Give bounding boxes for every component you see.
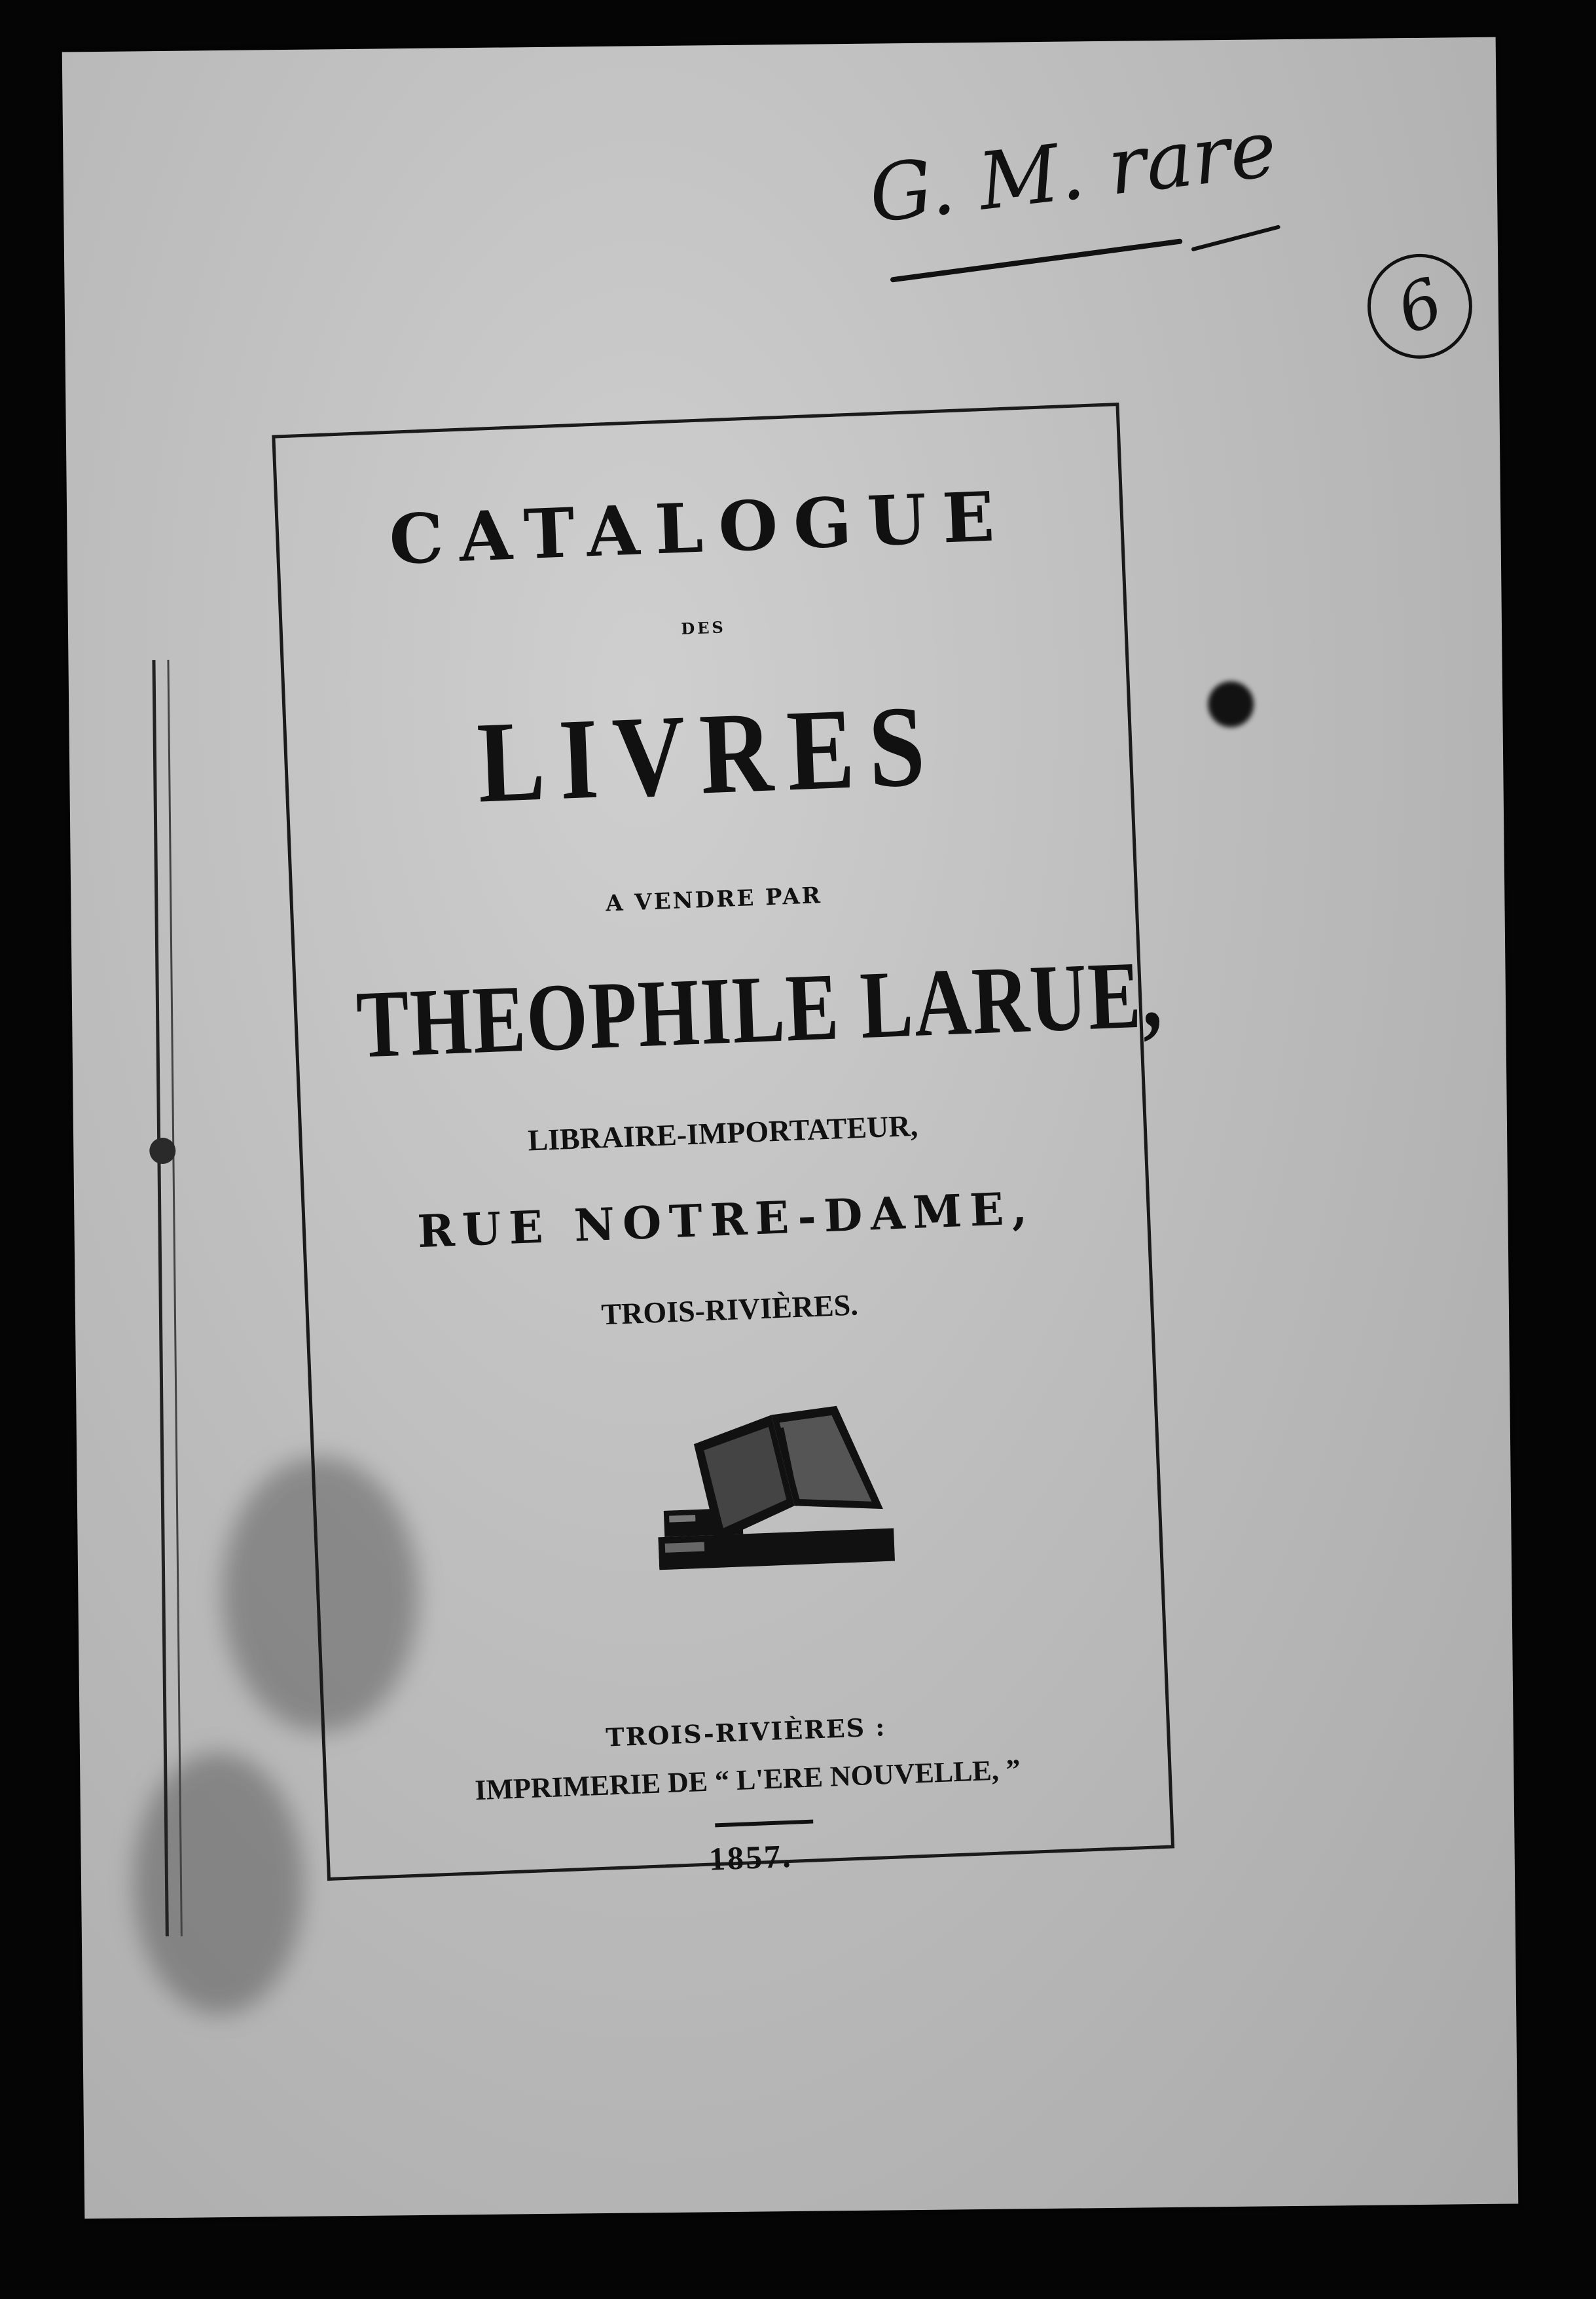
- bookseller-profession: LIBRAIRE-IMPORTATEUR,: [527, 1108, 918, 1157]
- handwritten-callnumber: G. M. rare: [864, 103, 1281, 241]
- title-vendre: A VENDRE PAR: [605, 882, 823, 917]
- title-des: DES: [680, 617, 727, 638]
- binding-thread: [152, 660, 182, 1936]
- imprint-printer: IMPRIMERIE DE “ L'ERE NOUVELLE, ”: [474, 1753, 1021, 1807]
- bookseller-name: THEOPHILE LARUE,: [354, 941, 1165, 1079]
- title-frame: [272, 403, 1174, 1881]
- handwritten-underline: [1191, 225, 1280, 251]
- open-book-icon: [653, 1397, 909, 1576]
- binding-knot: [149, 1138, 175, 1164]
- city: TROIS-RIVIÈRES.: [600, 1288, 859, 1331]
- title-livres: LIVRES: [475, 681, 942, 827]
- imprint-year: 1857.: [708, 1837, 793, 1877]
- handwritten-underline: [890, 238, 1183, 282]
- title-catalogue: CATALOGUE: [388, 475, 1012, 580]
- document-page: [62, 37, 1519, 2219]
- street-address: RUE NOTRE-DAME,: [416, 1182, 1036, 1259]
- imprint-city: TROIS-RIVIÈRES :: [605, 1712, 887, 1752]
- stain: [132, 1752, 305, 2016]
- imprint-rule: [715, 1820, 813, 1828]
- ink-spot: [1208, 681, 1254, 728]
- circled-shelf-number: 6: [1352, 239, 1487, 374]
